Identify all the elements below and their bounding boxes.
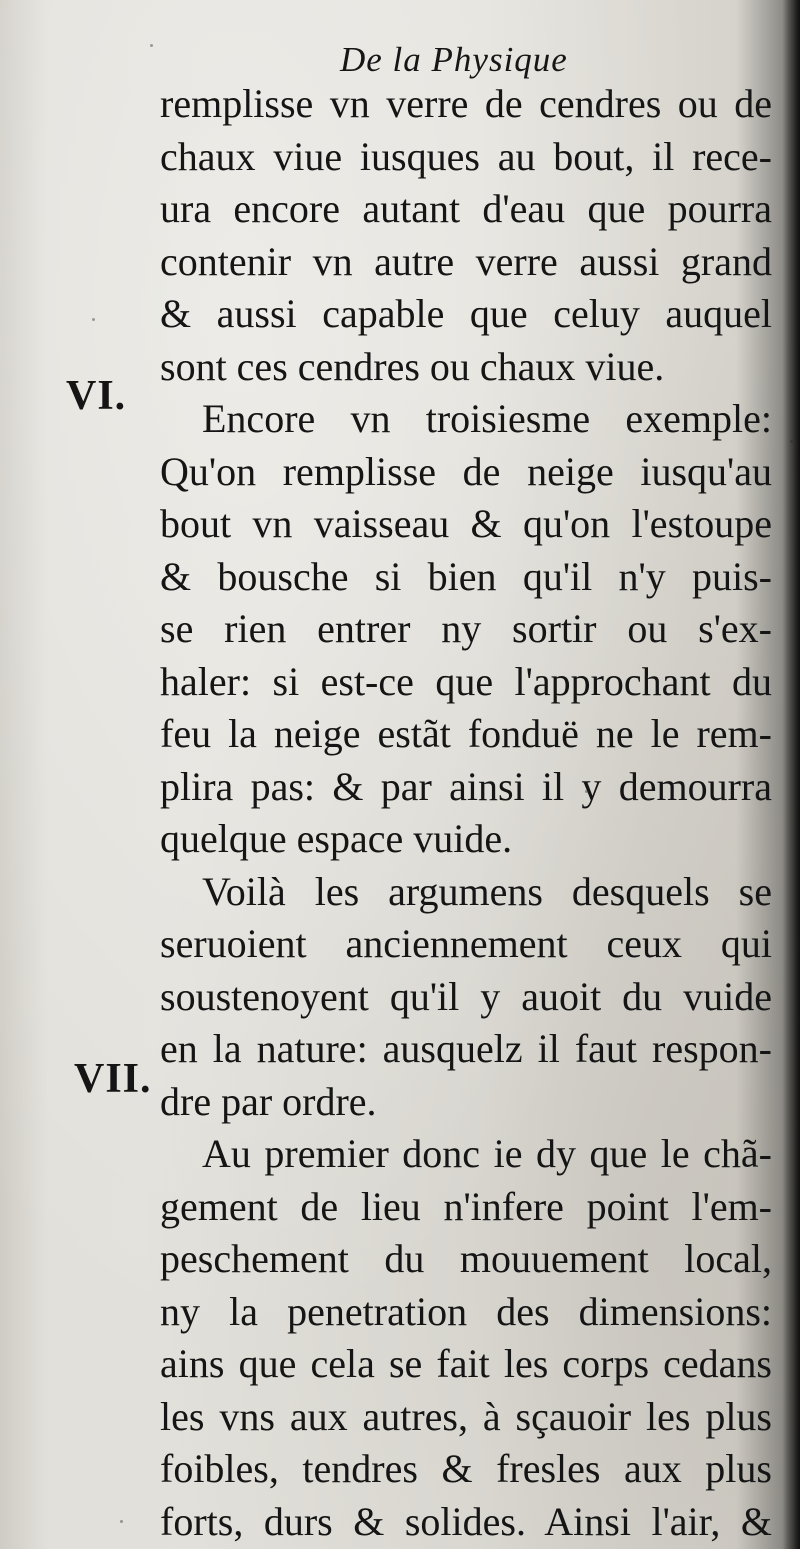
section-marker-vii: VII. <box>74 1056 152 1102</box>
text-line: ura encore autant d'eau que pourra <box>160 186 772 231</box>
text-line: les vns aux autres, à sçauoir les plus <box>160 1393 772 1439</box>
text-line: peschement du mouuement local, <box>160 1236 772 1281</box>
running-head: De la Physique <box>340 40 568 79</box>
text-line: Qu'on remplisse de neige iusqu'au <box>160 448 772 494</box>
text-line: contenir vn autre verre aussi grand <box>160 238 772 284</box>
text-line: quelque espace vuide. <box>160 816 513 861</box>
text-line: haler: si est-ce que l'approchant du <box>160 658 772 704</box>
text-line: se rien entrer ny sortir ou s'ex- <box>160 606 772 651</box>
text-line: seruoient anciennement ceux qui <box>160 921 772 966</box>
body-text <box>160 78 772 1548</box>
text-line: soustenoyent qu'il y auoit du vuide <box>160 973 772 1019</box>
paper-speck <box>150 44 153 47</box>
text-line: remplisse vn verre de cendres ou de <box>160 81 772 126</box>
text-line: Voilà les argumens desquels se <box>202 868 772 914</box>
page-edge-shadow <box>782 0 800 1549</box>
paper-speck <box>92 318 95 321</box>
paper-speck <box>585 790 588 793</box>
text-line: plira pas: & par ainsi il y demourra <box>160 763 772 809</box>
paper-speck <box>120 1520 123 1523</box>
text-line: dre par ordre. <box>160 1078 377 1124</box>
text-line: forts, durs & solides. Ainsi l'air, & <box>160 1498 772 1544</box>
text-line: chaux viue iusques au bout, il rece- <box>160 133 772 179</box>
text-line: ny la penetration des dimensions: <box>160 1288 772 1334</box>
text-line: & bousche si bien qu'il n'y puis- <box>160 553 772 599</box>
text-line: foibles, tendres & fresles aux plus <box>160 1446 772 1491</box>
text-line: feu la neige estãt fonduë ne le rem- <box>160 711 772 756</box>
text-line: en la nature: ausquelz il faut respon- <box>160 1026 772 1071</box>
text-line: bout vn vaisseau & qu'on l'estoupe <box>160 501 772 546</box>
text-line: Au premier donc ie dy que le chã- <box>202 1131 772 1176</box>
section-marker-vi: VI. <box>66 373 127 419</box>
text-line: ains que cela se fait les corps cedans <box>160 1341 772 1386</box>
text-line: gement de lieu n'infere point l'em- <box>160 1183 772 1229</box>
text-line: Encore vn troisiesme exemple: <box>202 396 772 441</box>
text-line: & aussi capable que celuy auquel <box>160 291 772 336</box>
text-line: sont ces cendres ou chaux viue. <box>160 343 665 389</box>
